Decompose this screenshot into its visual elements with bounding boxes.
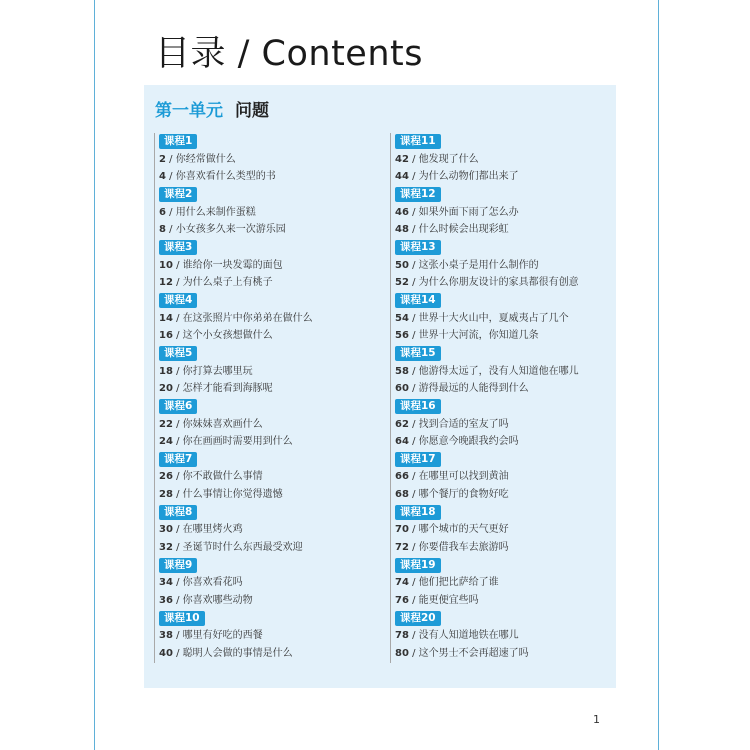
toc-page-number: 26 (159, 471, 173, 483)
toc-entry-title: 怎样才能看到海豚呢 (182, 383, 273, 395)
lesson-header (154, 504, 379, 522)
toc-entry[interactable] (154, 539, 379, 557)
toc-entry-title: 在这张照片中你弟弟在做什么 (182, 312, 313, 324)
toc-page-number: 62 (395, 418, 409, 430)
toc-entry[interactable] (154, 363, 379, 381)
lesson-header (154, 292, 379, 310)
lesson-badge[interactable]: 课程10 (159, 611, 205, 626)
lesson-header (154, 239, 379, 257)
toc-page-number: 54 (395, 312, 409, 324)
toc-entry-title: 谁给你一块发霉的面包 (182, 259, 283, 271)
toc-page-number: 10 (159, 259, 173, 271)
toc-separator: / (172, 312, 183, 324)
lesson-badge[interactable]: 课程3 (159, 240, 197, 255)
toc-entry-title: 你在画画时需要用到什么 (182, 436, 293, 448)
toc-entry[interactable] (390, 645, 615, 663)
toc-separator: / (172, 365, 183, 377)
toc-page-number: 78 (395, 630, 409, 642)
lesson-header (390, 186, 615, 204)
toc-separator: / (408, 418, 419, 430)
unit-topic: 问题 (235, 101, 269, 121)
toc-entry-title: 世界十大河流，你知道几条 (418, 330, 539, 342)
lesson-header (390, 451, 615, 469)
toc-page-number: 2 (159, 153, 166, 165)
toc-page-number: 50 (395, 259, 409, 271)
page-number: 1 (593, 713, 600, 726)
toc-page-number: 42 (395, 153, 409, 165)
toc-entry[interactable] (390, 151, 615, 169)
toc-separator: / (408, 595, 419, 607)
lesson-header (154, 345, 379, 363)
toc-separator: / (408, 489, 419, 501)
toc-separator: / (172, 418, 183, 430)
lesson-badge[interactable]: 课程20 (395, 611, 441, 626)
lesson-header (390, 557, 615, 575)
toc-separator: / (172, 595, 183, 607)
toc-entry-title: 他们把比萨给了谁 (418, 577, 499, 589)
toc-entry[interactable] (154, 380, 379, 398)
toc-entry-title: 这张小桌子是用什么制作的 (418, 259, 539, 271)
toc-separator: / (172, 524, 183, 536)
toc-entry[interactable] (154, 257, 379, 275)
toc-entry-title: 什么事情让你觉得遗憾 (182, 489, 283, 501)
toc-entry[interactable] (154, 416, 379, 434)
toc-entry[interactable] (390, 257, 615, 275)
lesson-badge[interactable]: 课程18 (395, 505, 441, 520)
toc-page-number: 22 (159, 418, 173, 430)
toc-page-number: 58 (395, 365, 409, 377)
toc-separator: / (172, 542, 183, 554)
toc-entry-title: 你喜欢看花吗 (182, 577, 243, 589)
toc-entry[interactable] (154, 627, 379, 645)
toc-entry-title: 在哪里烤火鸡 (182, 524, 243, 536)
toc-entry[interactable] (390, 327, 615, 345)
toc-separator: / (408, 330, 419, 342)
toc-separator: / (408, 259, 419, 271)
toc-entry[interactable] (154, 221, 379, 239)
toc-entry-title: 为什么你朋友设计的家具都很有创意 (418, 277, 579, 289)
lesson-header (390, 504, 615, 522)
toc-page-number: 16 (159, 330, 173, 342)
lesson-badge[interactable]: 课程15 (395, 346, 441, 361)
toc-separator: / (408, 383, 419, 395)
toc-entry-title: 能更便宜些吗 (418, 595, 479, 607)
toc-page-number: 68 (395, 489, 409, 501)
toc-page-number: 6 (159, 206, 166, 218)
toc-page-number: 56 (395, 330, 409, 342)
lesson-badge[interactable]: 课程19 (395, 558, 441, 573)
toc-page-number: 14 (159, 312, 173, 324)
toc-entry-title: 世界十大火山中，夏威夷占了几个 (418, 312, 569, 324)
toc-entry-title: 哪个餐厅的食物好吃 (418, 489, 509, 501)
toc-entry-title: 你打算去哪里玩 (182, 365, 253, 377)
toc-separator: / (172, 383, 183, 395)
toc-entry[interactable] (154, 433, 379, 451)
toc-entry[interactable] (154, 327, 379, 345)
toc-entry[interactable] (390, 221, 615, 239)
toc-page-number: 20 (159, 383, 173, 395)
lesson-column-left (154, 133, 379, 663)
toc-entry[interactable] (390, 539, 615, 557)
toc-entry-title: 你愿意今晚跟我约会吗 (418, 436, 519, 448)
toc-entry[interactable] (154, 468, 379, 486)
lesson-badge[interactable]: 课程2 (159, 187, 197, 202)
toc-entry-title: 你妹妹喜欢画什么 (182, 418, 263, 430)
toc-separator: / (408, 471, 419, 483)
toc-page-number: 76 (395, 595, 409, 607)
toc-entry-title: 为什么动物们都出来了 (418, 171, 519, 183)
toc-page-number: 34 (159, 577, 173, 589)
toc-entry-title: 他游得太远了，没有人知道他在哪儿 (418, 365, 579, 377)
lesson-header (390, 292, 615, 310)
lesson-badge[interactable]: 课程14 (395, 293, 441, 308)
lesson-header (154, 398, 379, 416)
toc-entry-title: 用什么来制作蛋糕 (175, 206, 256, 218)
toc-separator: / (165, 171, 176, 183)
toc-entry[interactable] (390, 486, 615, 504)
toc-separator: / (408, 171, 419, 183)
toc-entry-title: 没有人知道地铁在哪儿 (418, 630, 519, 642)
toc-entry[interactable] (154, 204, 379, 222)
unit-heading (155, 98, 269, 124)
toc-entry[interactable] (390, 168, 615, 186)
toc-entry[interactable] (390, 627, 615, 645)
lesson-badge[interactable]: 课程1 (159, 134, 197, 149)
lesson-badge[interactable]: 课程9 (159, 558, 197, 573)
lesson-badge[interactable]: 课程13 (395, 240, 441, 255)
toc-page-number: 72 (395, 542, 409, 554)
lesson-column-right (390, 133, 615, 663)
toc-entry-title: 聪明人会做的事情是什么 (182, 648, 293, 660)
lesson-badge[interactable]: 课程17 (395, 452, 441, 467)
toc-separator: / (408, 224, 419, 236)
toc-page-number: 74 (395, 577, 409, 589)
lesson-badge[interactable]: 课程12 (395, 187, 441, 202)
toc-entry-title: 小女孩多久来一次游乐园 (175, 224, 286, 236)
toc-separator: / (408, 277, 419, 289)
toc-page-number: 4 (159, 171, 166, 183)
toc-entry[interactable] (390, 274, 615, 292)
toc-page-number: 28 (159, 489, 173, 501)
toc-entry-title: 你不敢做什么事情 (182, 471, 263, 483)
toc-entry-title: 这个小女孩想做什么 (182, 330, 273, 342)
toc-entry-title: 在哪里可以找到黄油 (418, 471, 509, 483)
toc-separator: / (408, 577, 419, 589)
toc-entry[interactable] (154, 168, 379, 186)
toc-entry-title: 你喜欢看什么类型的书 (175, 171, 276, 183)
toc-entry[interactable] (154, 574, 379, 592)
toc-separator: / (408, 524, 419, 536)
lesson-badge[interactable]: 课程5 (159, 346, 197, 361)
toc-entry-title: 你喜欢哪些动物 (182, 595, 253, 607)
lesson-header (154, 557, 379, 575)
toc-entry[interactable] (154, 521, 379, 539)
toc-entry-title: 你要借我车去旅游吗 (418, 542, 509, 554)
toc-entry-title: 他发现了什么 (418, 153, 479, 165)
toc-separator: / (408, 630, 419, 642)
toc-page-number: 32 (159, 542, 173, 554)
toc-entry[interactable] (154, 151, 379, 169)
toc-page-number: 36 (159, 595, 173, 607)
toc-separator: / (408, 153, 419, 165)
toc-separator: / (172, 259, 183, 271)
lesson-header (154, 451, 379, 469)
lesson-header (154, 610, 379, 628)
toc-entry[interactable] (390, 592, 615, 610)
toc-entry[interactable] (390, 521, 615, 539)
toc-separator: / (408, 436, 419, 448)
toc-page-number: 60 (395, 383, 409, 395)
lesson-header (154, 186, 379, 204)
toc-entry[interactable] (390, 574, 615, 592)
toc-entry-title: 游得最远的人能得到什么 (418, 383, 529, 395)
toc-page-number: 18 (159, 365, 173, 377)
lesson-badge[interactable]: 课程4 (159, 293, 197, 308)
lesson-header (154, 133, 379, 151)
toc-separator: / (172, 436, 183, 448)
lesson-header (390, 610, 615, 628)
lesson-header (390, 239, 615, 257)
toc-page-number: 66 (395, 471, 409, 483)
toc-page-number: 38 (159, 630, 173, 642)
toc-separator: / (165, 153, 176, 165)
toc-separator: / (408, 648, 419, 660)
toc-page-number: 24 (159, 436, 173, 448)
lesson-header (390, 398, 615, 416)
toc-entry[interactable] (390, 363, 615, 381)
toc-entry-title: 这个男士不会再超速了吗 (418, 648, 529, 660)
lesson-header (390, 345, 615, 363)
toc-separator: / (172, 471, 183, 483)
toc-entry[interactable] (390, 310, 615, 328)
toc-page-number: 40 (159, 648, 173, 660)
toc-page-number: 12 (159, 277, 173, 289)
toc-entry-title: 哪里有好吃的西餐 (182, 630, 263, 642)
toc-page-number: 8 (159, 224, 166, 236)
toc-entry[interactable] (390, 416, 615, 434)
toc-page-number: 80 (395, 648, 409, 660)
toc-page-number: 52 (395, 277, 409, 289)
toc-separator: / (408, 312, 419, 324)
lesson-badge[interactable]: 课程7 (159, 452, 197, 467)
toc-entry[interactable] (390, 468, 615, 486)
toc-page-number: 70 (395, 524, 409, 536)
lesson-badge[interactable]: 课程11 (395, 134, 441, 149)
toc-entry-title: 如果外面下雨了怎么办 (418, 206, 519, 218)
toc-entry-title: 为什么桌子上有桃子 (182, 277, 273, 289)
unit-name: 第一单元 (155, 101, 223, 121)
toc-entry-title: 什么时候会出现彩虹 (418, 224, 509, 236)
toc-separator: / (172, 648, 183, 660)
toc-separator: / (165, 206, 176, 218)
toc-separator: / (172, 577, 183, 589)
toc-page-number: 44 (395, 171, 409, 183)
toc-entry[interactable] (390, 204, 615, 222)
toc-entry[interactable] (154, 592, 379, 610)
toc-separator: / (172, 330, 183, 342)
toc-entry[interactable] (390, 380, 615, 398)
toc-separator: / (172, 277, 183, 289)
toc-entry-title: 你经常做什么 (175, 153, 236, 165)
lesson-badge[interactable]: 课程8 (159, 505, 197, 520)
toc-separator: / (165, 224, 176, 236)
toc-page-number: 48 (395, 224, 409, 236)
toc-entry[interactable] (154, 274, 379, 292)
toc-page-number: 30 (159, 524, 173, 536)
toc-separator: / (408, 542, 419, 554)
lesson-badge[interactable]: 课程6 (159, 399, 197, 414)
toc-entry-title: 找到合适的室友了吗 (418, 418, 509, 430)
page-title: 目录 / Contents (155, 34, 423, 74)
lesson-header (390, 133, 615, 151)
toc-separator: / (408, 206, 419, 218)
toc-separator: / (172, 630, 183, 642)
toc-separator: / (172, 489, 183, 501)
toc-entry[interactable] (154, 645, 379, 663)
toc-page-number: 64 (395, 436, 409, 448)
toc-entry-title: 圣诞节时什么东西最受欢迎 (182, 542, 303, 554)
lesson-badge[interactable]: 课程16 (395, 399, 441, 414)
toc-entry[interactable] (154, 486, 379, 504)
toc-entry[interactable] (390, 433, 615, 451)
toc-separator: / (408, 365, 419, 377)
toc-entry-title: 哪个城市的天气更好 (418, 524, 509, 536)
toc-entry[interactable] (154, 310, 379, 328)
toc-page-number: 46 (395, 206, 409, 218)
